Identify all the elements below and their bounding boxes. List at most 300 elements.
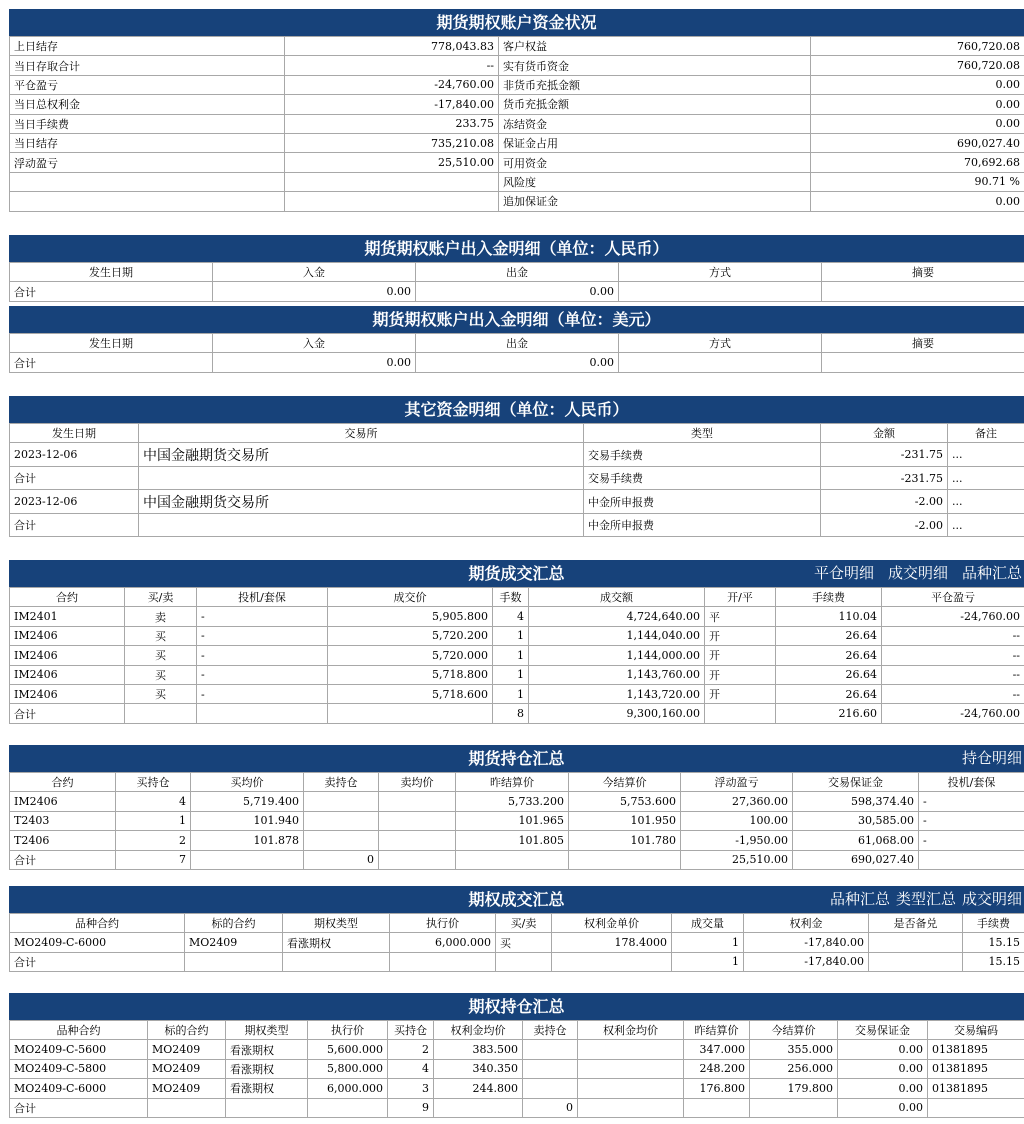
header-link[interactable]: 品种汇总: [961, 564, 1022, 582]
other-funds-table: [9, 423, 1024, 537]
table-cell: T2406: [10, 831, 116, 850]
table-cell: 0: [523, 1098, 578, 1117]
table-cell: 110.04: [776, 607, 882, 626]
table-cell: 30,585.00: [793, 811, 919, 830]
table-cell: 26.64: [776, 646, 882, 665]
table-cell: 0.00: [811, 75, 1024, 94]
table-cell: 2: [388, 1040, 434, 1059]
table-cell: 25,510.00: [681, 850, 793, 869]
table-cell: 4: [388, 1059, 434, 1078]
column-header: 权利金单价: [552, 914, 672, 933]
column-header: 方式: [619, 263, 822, 282]
table-cell: --: [882, 665, 1024, 684]
table-cell: 0.00: [811, 192, 1024, 211]
table-cell: 中国金融期货交易所: [139, 490, 584, 514]
table-cell: 690,027.40: [811, 133, 1024, 152]
table-cell: -: [919, 792, 1024, 811]
table-cell: 合计: [10, 466, 139, 490]
column-header: 手续费: [963, 914, 1024, 933]
table-cell: IM2401: [10, 607, 125, 626]
column-header: 买均价: [191, 773, 304, 792]
account-summary-section: [9, 9, 1024, 212]
table-row: [10, 626, 1024, 645]
table-cell: [304, 792, 379, 811]
table-cell: -17,840.00: [744, 933, 869, 952]
header-link[interactable]: 类型汇总: [895, 890, 956, 908]
table-cell: 25,510.00: [285, 153, 499, 172]
table-cell: [578, 1098, 684, 1117]
section-title: 期货持仓汇总: [468, 749, 565, 768]
table-cell: IM2406: [10, 646, 125, 665]
table-cell: [578, 1059, 684, 1078]
table-cell: 0.00: [838, 1079, 928, 1098]
table-cell: -17,840.00: [285, 95, 499, 114]
table-cell: [125, 704, 197, 723]
total-row: [10, 282, 1024, 301]
column-header: 卖持仓: [304, 773, 379, 792]
column-header: 成交额: [529, 588, 705, 607]
table-cell: 4: [116, 792, 191, 811]
table-row: [10, 75, 1024, 94]
futures-positions-section: [9, 745, 1024, 870]
table-cell: [285, 192, 499, 211]
table-cell: 26.64: [776, 684, 882, 703]
header-link[interactable]: 平仓明细: [813, 564, 874, 582]
table-cell: 2: [116, 831, 191, 850]
table-cell: 开: [705, 626, 776, 645]
table-cell: [456, 850, 569, 869]
table-row: [10, 192, 1024, 211]
table-cell: 5,600.000: [308, 1040, 388, 1059]
total-row: [10, 513, 1024, 537]
table-cell: 90.71 %: [811, 172, 1024, 191]
header-link[interactable]: 品种汇总: [829, 890, 890, 908]
column-header: 标的合约: [148, 1021, 226, 1040]
table-row: [10, 1079, 1024, 1098]
header-row: [10, 334, 1024, 353]
table-cell: 0.00: [416, 353, 619, 372]
table-cell: 355.000: [750, 1040, 838, 1059]
table-cell: 383.500: [434, 1040, 523, 1059]
table-cell: MO2409: [185, 933, 283, 952]
table-cell: 买: [125, 626, 197, 645]
table-cell: 合计: [10, 704, 125, 723]
table-cell: [197, 704, 328, 723]
table-cell: 598,374.40: [793, 792, 919, 811]
column-header: 备注: [948, 424, 1024, 443]
table-cell: [705, 704, 776, 723]
table-cell: [390, 952, 496, 971]
table-cell: 0.00: [811, 95, 1024, 114]
table-cell: [523, 1079, 578, 1098]
table-cell: [226, 1098, 308, 1117]
table-cell: [379, 850, 456, 869]
table-cell: [869, 952, 963, 971]
table-cell: 15.15: [963, 933, 1024, 952]
column-header: 执行价: [390, 914, 496, 933]
cny-flow-table: [9, 262, 1024, 302]
table-cell: 1,143,760.00: [529, 665, 705, 684]
column-header: 今结算价: [750, 1021, 838, 1040]
table-cell: 1,144,040.00: [529, 626, 705, 645]
column-header: 成交价: [328, 588, 493, 607]
column-header: 摘要: [822, 263, 1024, 282]
table-cell: 179.800: [750, 1079, 838, 1098]
table-cell: 1,143,720.00: [529, 684, 705, 703]
total-row: [10, 353, 1024, 372]
table-cell: 2023-12-06: [10, 443, 139, 467]
table-cell: 26.64: [776, 626, 882, 645]
table-cell: 778,043.83: [285, 37, 499, 56]
table-cell: [822, 353, 1024, 372]
cny-flow-section: [9, 235, 1024, 302]
column-header: 浮动盈亏: [681, 773, 793, 792]
table-cell: 101.878: [191, 831, 304, 850]
table-cell: 347.000: [684, 1040, 750, 1059]
table-row: [10, 56, 1024, 75]
table-cell: 6,000.000: [308, 1079, 388, 1098]
table-cell: --: [882, 684, 1024, 703]
table-cell: 7: [116, 850, 191, 869]
table-row: [10, 684, 1024, 703]
table-row: [10, 831, 1024, 850]
table-row: [10, 172, 1024, 191]
table-cell: 当日结存: [10, 133, 285, 152]
total-row: [10, 466, 1024, 490]
table-row: [10, 1040, 1024, 1059]
table-cell: [308, 1098, 388, 1117]
column-header: 发生日期: [10, 334, 213, 353]
table-cell: [578, 1040, 684, 1059]
table-cell: MO2409: [148, 1079, 226, 1098]
table-row: [10, 646, 1024, 665]
table-cell: 0.00: [811, 114, 1024, 133]
table-cell: 中国金融期货交易所: [139, 443, 584, 467]
column-header: 出金: [416, 263, 619, 282]
column-header: 卖均价: [379, 773, 456, 792]
table-cell: 176.800: [684, 1079, 750, 1098]
table-cell: 中金所申报费: [584, 513, 821, 537]
column-header: 摘要: [822, 334, 1024, 353]
table-row: [10, 792, 1024, 811]
column-header: 金额: [821, 424, 948, 443]
table-cell: 2023-12-06: [10, 490, 139, 514]
table-cell: --: [882, 646, 1024, 665]
total-row: [10, 952, 1024, 971]
option-trades-section: [9, 886, 1024, 972]
table-cell: [523, 1040, 578, 1059]
table-cell: 追加保证金: [499, 192, 811, 211]
table-cell: 4,724,640.00: [529, 607, 705, 626]
table-cell: 1: [493, 665, 529, 684]
option-positions-table: [9, 1020, 1024, 1118]
table-cell: 合计: [10, 513, 139, 537]
header-row: [10, 773, 1024, 792]
table-cell: 实有货币资金: [499, 56, 811, 75]
header-row: [10, 588, 1024, 607]
table-cell: 5,718.600: [328, 684, 493, 703]
table-cell: [569, 850, 681, 869]
total-row: [10, 1098, 1024, 1117]
column-header: 成交量: [672, 914, 744, 933]
header-link[interactable]: 持仓明细: [961, 749, 1022, 767]
table-cell: -1,950.00: [681, 831, 793, 850]
table-cell: -: [919, 811, 1024, 830]
table-cell: [10, 192, 285, 211]
table-cell: 买: [125, 684, 197, 703]
header-link[interactable]: 成交明细: [887, 564, 948, 582]
column-header: 标的合约: [185, 914, 283, 933]
table-cell: 6,000.000: [390, 933, 496, 952]
table-cell: [379, 792, 456, 811]
column-header: 交易所: [139, 424, 584, 443]
table-cell: -24,760.00: [285, 75, 499, 94]
total-row: [10, 704, 1024, 723]
table-cell: [191, 850, 304, 869]
table-row: [10, 133, 1024, 152]
column-header: 合约: [10, 588, 125, 607]
account-summary-table: [9, 36, 1024, 212]
table-cell: [304, 811, 379, 830]
table-cell: 244.800: [434, 1079, 523, 1098]
table-row: [10, 811, 1024, 830]
table-cell: 合计: [10, 353, 213, 372]
table-cell: 合计: [10, 282, 213, 301]
table-cell: -: [197, 684, 328, 703]
column-header: 品种合约: [10, 1021, 148, 1040]
table-cell: 开: [705, 684, 776, 703]
table-cell: 看涨期权: [226, 1079, 308, 1098]
column-header: 方式: [619, 334, 822, 353]
table-cell: [750, 1098, 838, 1117]
table-cell: 交易手续费: [584, 466, 821, 490]
table-row: [10, 95, 1024, 114]
table-cell: MO2409-C-6000: [10, 1079, 148, 1098]
section-title: 期货期权账户出入金明细（单位：人民币）: [364, 239, 669, 258]
table-cell: 70,692.68: [811, 153, 1024, 172]
table-cell: --: [285, 56, 499, 75]
table-cell: 冻结资金: [499, 114, 811, 133]
futures-trades-header: [9, 560, 1024, 587]
table-cell: MO2409-C-5600: [10, 1040, 148, 1059]
table-cell: 178.4000: [552, 933, 672, 952]
column-header: 买/卖: [496, 914, 552, 933]
table-cell: -: [919, 831, 1024, 850]
table-cell: 1: [493, 684, 529, 703]
table-cell: [328, 704, 493, 723]
table-row: [10, 37, 1024, 56]
futures-trades-section: [9, 560, 1024, 724]
table-cell: [148, 1098, 226, 1117]
futures-trades-table: [9, 587, 1024, 724]
table-cell: 26.64: [776, 665, 882, 684]
column-header: 交易保证金: [838, 1021, 928, 1040]
usd-flow-header: [9, 306, 1024, 333]
table-cell: 交易手续费: [584, 443, 821, 467]
column-header: 卖持仓: [523, 1021, 578, 1040]
table-cell: -17,840.00: [744, 952, 869, 971]
table-cell: --: [882, 626, 1024, 645]
table-cell: 5,720.000: [328, 646, 493, 665]
table-cell: 平仓盈亏: [10, 75, 285, 94]
table-cell: IM2406: [10, 626, 125, 645]
table-cell: -231.75: [821, 443, 948, 467]
table-cell: 0.00: [838, 1059, 928, 1078]
table-cell: 101.780: [569, 831, 681, 850]
table-cell: 非货币充抵金额: [499, 75, 811, 94]
table-cell: 1: [672, 952, 744, 971]
table-cell: ...: [948, 466, 1024, 490]
total-row: [10, 850, 1024, 869]
table-cell: 合计: [10, 1098, 148, 1117]
table-cell: -: [197, 665, 328, 684]
table-cell: [379, 811, 456, 830]
table-cell: 浮动盈亏: [10, 153, 285, 172]
table-cell: [283, 952, 390, 971]
table-cell: [869, 933, 963, 952]
table-cell: 4: [493, 607, 529, 626]
column-header: 买持仓: [388, 1021, 434, 1040]
table-cell: 买: [125, 646, 197, 665]
table-cell: 3: [388, 1079, 434, 1098]
table-cell: 01381895: [928, 1059, 1024, 1078]
table-cell: 5,720.200: [328, 626, 493, 645]
table-cell: 买: [125, 665, 197, 684]
table-cell: 248.200: [684, 1059, 750, 1078]
column-header: 权利金均价: [434, 1021, 523, 1040]
table-row: [10, 1059, 1024, 1078]
table-cell: [928, 1098, 1024, 1117]
column-header: 交易编码: [928, 1021, 1024, 1040]
table-cell: 卖: [125, 607, 197, 626]
column-header: 入金: [213, 263, 416, 282]
table-cell: [684, 1098, 750, 1117]
table-cell: 中金所申报费: [584, 490, 821, 514]
column-header: 期权类型: [283, 914, 390, 933]
column-header: 出金: [416, 334, 619, 353]
table-cell: 1,144,000.00: [529, 646, 705, 665]
table-cell: 735,210.08: [285, 133, 499, 152]
table-cell: [496, 952, 552, 971]
table-cell: 101.965: [456, 811, 569, 830]
column-header: 投机/套保: [197, 588, 328, 607]
table-cell: [578, 1079, 684, 1098]
table-cell: [919, 850, 1024, 869]
table-cell: 0.00: [838, 1098, 928, 1117]
usd-flow-table: [9, 333, 1024, 373]
column-header: 投机/套保: [919, 773, 1024, 792]
table-cell: 340.350: [434, 1059, 523, 1078]
table-cell: [619, 353, 822, 372]
table-cell: [185, 952, 283, 971]
table-cell: ...: [948, 513, 1024, 537]
table-cell: 平: [705, 607, 776, 626]
table-cell: [523, 1059, 578, 1078]
table-cell: 101.805: [456, 831, 569, 850]
column-header: 权利金均价: [578, 1021, 684, 1040]
table-cell: 101.940: [191, 811, 304, 830]
table-cell: -231.75: [821, 466, 948, 490]
column-header: 昨结算价: [456, 773, 569, 792]
table-cell: 合计: [10, 850, 116, 869]
table-cell: 15.15: [963, 952, 1024, 971]
table-cell: 9,300,160.00: [529, 704, 705, 723]
table-cell: -2.00: [821, 490, 948, 514]
section-title: 期货期权账户出入金明细（单位：美元）: [372, 310, 661, 329]
table-cell: MO2409: [148, 1059, 226, 1078]
table-cell: 01381895: [928, 1040, 1024, 1059]
table-cell: 760,720.08: [811, 56, 1024, 75]
section-title: 期货期权账户资金状况: [436, 13, 597, 32]
column-header: 昨结算价: [684, 1021, 750, 1040]
column-header: 交易保证金: [793, 773, 919, 792]
column-header: 平仓盈亏: [882, 588, 1024, 607]
column-header: 品种合约: [10, 914, 185, 933]
table-cell: -: [197, 646, 328, 665]
table-cell: [822, 282, 1024, 301]
table-cell: 1: [116, 811, 191, 830]
table-cell: 看涨期权: [226, 1059, 308, 1078]
header-link[interactable]: 成交明细: [961, 890, 1022, 908]
column-header: 是否备兑: [869, 914, 963, 933]
table-cell: 5,753.600: [569, 792, 681, 811]
column-header: 发生日期: [10, 263, 213, 282]
table-cell: 可用资金: [499, 153, 811, 172]
table-cell: IM2406: [10, 792, 116, 811]
table-cell: 0: [304, 850, 379, 869]
table-cell: [379, 831, 456, 850]
column-header: 权利金: [744, 914, 869, 933]
option-positions-header: [9, 993, 1024, 1020]
section-title: 期货成交汇总: [468, 564, 565, 583]
other-funds-section: [9, 396, 1024, 537]
column-header: 买持仓: [116, 773, 191, 792]
usd-flow-section: [9, 306, 1024, 373]
header-row: [10, 263, 1024, 282]
table-cell: 开: [705, 665, 776, 684]
table-cell: 1: [672, 933, 744, 952]
table-cell: 5,905.800: [328, 607, 493, 626]
account-summary-header: [9, 9, 1024, 36]
table-cell: [139, 466, 584, 490]
column-header: 发生日期: [10, 424, 139, 443]
table-cell: -: [197, 626, 328, 645]
section-title: 期权持仓汇总: [468, 997, 565, 1016]
table-cell: 当日手续费: [10, 114, 285, 133]
table-cell: 5,718.800: [328, 665, 493, 684]
table-cell: 1: [493, 646, 529, 665]
table-cell: 61,068.00: [793, 831, 919, 850]
table-cell: 256.000: [750, 1059, 838, 1078]
table-cell: MO2409-C-6000: [10, 933, 185, 952]
column-header: 期权类型: [226, 1021, 308, 1040]
column-header: 入金: [213, 334, 416, 353]
table-cell: 5,800.000: [308, 1059, 388, 1078]
table-cell: 开: [705, 646, 776, 665]
column-header: 合约: [10, 773, 116, 792]
futures-positions-table: [9, 772, 1024, 870]
column-header: 手数: [493, 588, 529, 607]
table-cell: 0.00: [213, 282, 416, 301]
table-cell: 0.00: [838, 1040, 928, 1059]
column-header: 手续费: [776, 588, 882, 607]
header-row: [10, 914, 1024, 933]
table-cell: 上日结存: [10, 37, 285, 56]
section-title: 期权成交汇总: [468, 890, 565, 909]
table-cell: 760,720.08: [811, 37, 1024, 56]
table-cell: ...: [948, 443, 1024, 467]
table-cell: -: [197, 607, 328, 626]
